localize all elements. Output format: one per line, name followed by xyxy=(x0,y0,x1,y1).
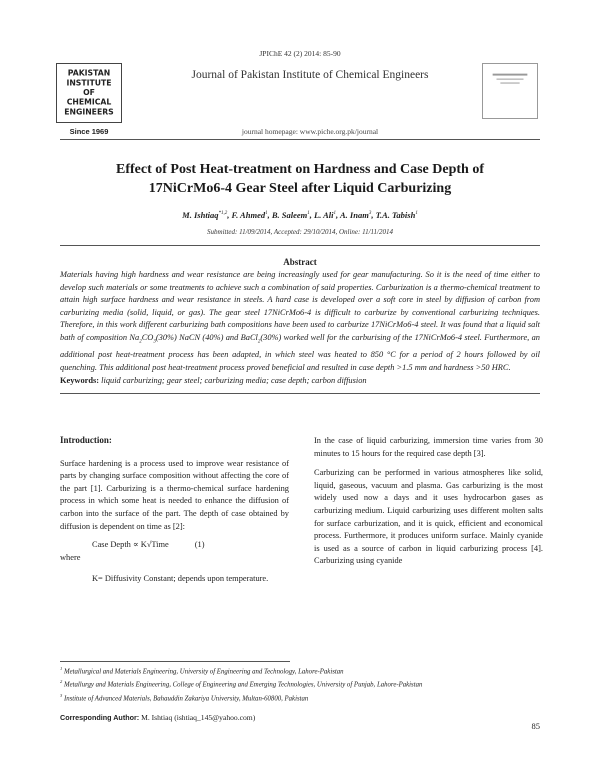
affiliation-text: Metallurgy and Materials Engineering, College of Engineering and Emerging Technologies, University of Punjab, Lahore-Pakistan xyxy=(63,681,423,689)
where-label: where xyxy=(60,552,81,562)
body-left-column xyxy=(60,434,289,586)
author: B. Saleem xyxy=(271,210,308,220)
equation-expression: Case Depth ∝ K√Time xyxy=(92,540,169,550)
affiliation xyxy=(60,677,540,690)
title-line-2: 17NiCrMo6-4 Gear Steel after Liquid Carburizing xyxy=(148,181,452,196)
author: T.A. Tabish xyxy=(375,210,416,220)
abstract-part: (30%) NaCN (40%) and BaCl xyxy=(155,332,258,342)
footnote-divider xyxy=(60,661,290,662)
affiliation-text: Metallurgical and Materials Engineering, University of Engineering and Technology, Lahore-Pakistan xyxy=(63,668,344,676)
affiliation-text: Institute of Advanced Materials, Bahauddin Zakariya University, Multan-60800, Pakistan xyxy=(63,694,309,702)
journal-homepage: journal homepage: www.piche.org.pk/journal xyxy=(241,127,379,136)
corresponding-text: M. Ishtiaq (ishtiaq_145@yahoo.com) xyxy=(139,713,256,722)
logo-line: INSTITUTE xyxy=(66,78,112,88)
abstract-part: CO xyxy=(141,332,154,342)
corresponding-label: Corresponding Author: xyxy=(60,713,140,722)
journal-name: Journal of Pakistan Institute of Chemical Engineers xyxy=(191,69,429,81)
introduction-heading: Introduction: xyxy=(60,435,112,445)
affiliation xyxy=(60,664,540,677)
paragraph: In the case of liquid carburizing, immersion time varies from 30 minutes to 15 hours for the required case depth [3]. xyxy=(314,436,543,458)
keywords-label: Keywords: xyxy=(60,376,100,385)
subscript: 2 xyxy=(257,339,261,345)
logo-line: PAKISTAN xyxy=(67,68,111,78)
abstract-text xyxy=(60,269,540,374)
piche-logo xyxy=(56,63,122,123)
keywords-text: liquid carburizing; gear steel; carburizing media; case depth; carbon diffusion xyxy=(99,376,367,385)
journal-reference: JPIChE 42 (2) 2014: 85-90 xyxy=(259,49,341,58)
affiliation-marker: 3 xyxy=(60,692,63,698)
author-affiliation: 3 xyxy=(368,211,372,217)
affiliations xyxy=(60,664,540,704)
equation-number: (1) xyxy=(194,540,205,550)
since-label: Since 1969 xyxy=(69,127,109,136)
author: F. Ahmed xyxy=(231,210,266,220)
author-affiliation: 1 xyxy=(333,211,337,217)
equation-1 xyxy=(60,539,289,552)
body-right-column xyxy=(314,435,543,574)
abstract-heading: Abstract xyxy=(283,257,317,267)
affiliation-marker: 1 xyxy=(60,666,63,671)
paragraph: Carburizing can be performed in various atmospheres like solid, liquid, gaseous, vacuum and plasma. Gas carburizing is the most widely used now a days and it uses hydrocarbon gases as carburizing medium. Liquid carburizing uses different molten salts for surface carburization, and it is quick, efficient and economical process. Furthermore, it produces uniform surface. Mainly cyanide is used as a source of carbon in liquid carburizing process [4]. Carburizing using cyanide xyxy=(314,468,543,566)
subscript: 3 xyxy=(153,339,156,345)
author-affiliation: 1 xyxy=(307,211,310,217)
logo-line: ENGINEERS xyxy=(64,107,114,117)
author-affiliation: *1,2 xyxy=(218,211,228,217)
subscript: 2 xyxy=(139,339,142,345)
title-divider xyxy=(60,245,540,246)
abstract-part: (30%) worked well for the carburising of the 17NiCrMo6-4 steel. Furthermore, an additional post heat-treatment process has been adapted, in which steel was heated to 850 °C for a period of 2 hours followed by oil quenching. This additional post heat-treatment process proved beneficial and resulted in case depth >1.5 mm and hardness >50 HRC. xyxy=(60,332,540,372)
keywords xyxy=(60,376,540,385)
paragraph: Surface hardening is a process used to improve wear resistance of parts by changing surface composition without affecting the core of the part [1]. Carburizing is a thermo-chemical surface hardening process in which some heat is needed to enhance the diffusion of carbon into the surface of the part. The depth of case obtained by diffusion is dependent on time as [2]: xyxy=(60,458,289,531)
logo-line: OF xyxy=(83,87,95,97)
article-title xyxy=(60,160,540,198)
abstract-divider xyxy=(60,393,540,394)
author-affiliation: 1 xyxy=(415,211,418,217)
abstract-part: Materials having high hardness and wear resistance are being increasingly used for gear manufacturing. So it is the need of time either to develop such materials or some treatments to achieve such a combination of said properties. Carburization is a thermo-chemical treatment to attain high surface hardness and wear resistance in steels. A hard case is developed over a soft core in steel by diffusion of carbon from carburizing media (solid, liquid, or gas). The gear steel 17NiCrMo6-4 is difficult to carburize by conventional carburizing techniques. Therefore, in this work different carburizing bath compositions have been used to carburize 17NiCrMo6-4 steel. It was found that a liquid salt bath of composition Na xyxy=(60,270,540,342)
page-number: 85 xyxy=(531,721,540,731)
corresponding-author xyxy=(60,713,480,722)
k-definition: K= Diffusivity Constant; depends upon temperature. xyxy=(92,574,269,584)
author-list: M. Ishtiaq$^{*1,2}$, F. Ahmed$^1$, B. Saleem$^1$, L. Ali$^1$, A. Inam$^3$, T.A. Tabish$^1$ xyxy=(182,210,418,220)
author: M. Ishtiaq xyxy=(182,210,219,220)
author-affiliation: 1 xyxy=(265,211,268,217)
author: L. Ali xyxy=(314,210,334,220)
journal-cover-thumbnail xyxy=(482,63,538,119)
title-line-1: Effect of Post Heat-treatment on Hardness and Case Depth of xyxy=(116,162,484,177)
submission-dates: Submitted: 11/09/2014, Accepted: 29/10/2014, Online: 11/11/2014 xyxy=(207,228,393,236)
affiliation-marker: 2 xyxy=(60,679,63,685)
affiliation xyxy=(60,691,540,704)
logo-line: CHEMICAL xyxy=(66,97,112,107)
header-divider xyxy=(60,139,540,140)
author: A. Inam xyxy=(339,210,369,220)
